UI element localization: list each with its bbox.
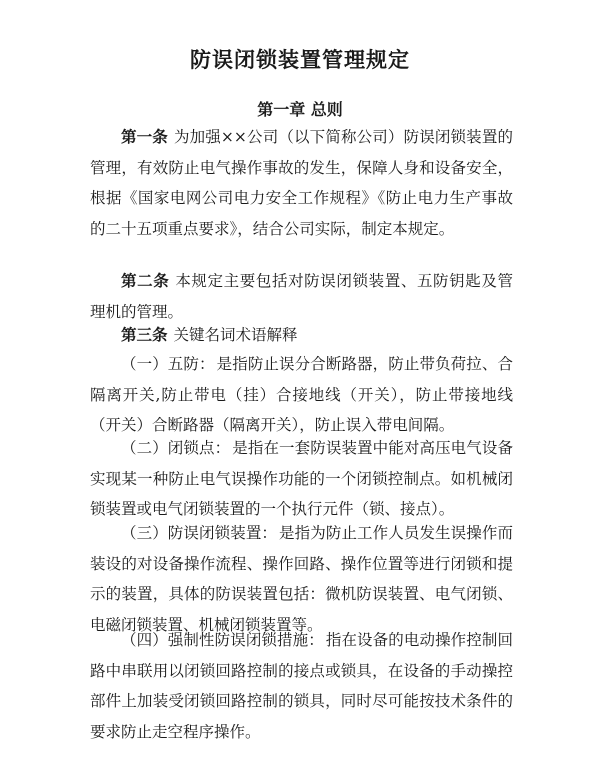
- definition-4: [90, 625, 513, 747]
- definition-3: [90, 518, 513, 640]
- definition-2: [90, 433, 513, 525]
- document-title: 防误闭锁装置管理规定: [190, 48, 410, 72]
- article-text: 本规定主要包括对防误闭锁装置、五防钥匙及管理机的管理。: [90, 272, 513, 321]
- definition-label: （一）五防：: [121, 355, 215, 373]
- definition-text: 是指防止误分合断路器，防止带负荷拉、合隔离开关,防止带电（挂）合接地线（开关），防止带接地线（开关）合断路器（隔离开关），防止误入带电间隔。: [90, 355, 513, 434]
- article-label: 第一条: [121, 128, 168, 146]
- article-label: 第二条: [121, 272, 170, 290]
- definition-label: （二）闭锁点：: [121, 439, 231, 457]
- definition-label: （三）防误闭锁装置：: [121, 524, 278, 542]
- article-text: 为加强××公司（以下简称公司）防误闭锁装置的管理，有效防止电气操作事故的发生，保障人身和设备安全，根据《国家电网公司电力安全工作规程》《防止电力生产事故的二十五项重点要求》，结合公司实际，制定本规定。: [90, 128, 513, 238]
- definition-text: 是指为防止工作人员发生误操作而装设的对设备操作流程、操作回路、操作位置等进行闭锁和提示的装置，具体的防误装置包括：微机防误装置、电气闭锁、电磁闭锁装置、机械闭锁装置等。: [90, 524, 513, 634]
- definition-label: （四）强制性防误闭锁措施：: [121, 631, 324, 649]
- definition-text: 指在设备的电动操作控制回路中串联用以闭锁回路控制的接点或锁具，在设备的手动操控部件上加装受闭锁回路控制的锁具，同时尽可能按技术条件的要求防止走空程序操作。: [90, 631, 513, 741]
- definition-text: 是指在一套防误装置中能对高压电气设备实现某一种防止电气误操作功能的一个闭锁控制点。如机械闭锁装置或电气闭锁装置的一个执行元件（锁、接点）。: [90, 439, 513, 518]
- article-3: [90, 320, 513, 351]
- chapter-heading: 第一章 总则: [257, 100, 343, 119]
- definition-1: [90, 349, 513, 441]
- article-text: 关键名词术语解释: [173, 326, 298, 344]
- article-2: [90, 266, 513, 327]
- article-1: [90, 122, 513, 244]
- article-label: 第三条: [121, 326, 168, 344]
